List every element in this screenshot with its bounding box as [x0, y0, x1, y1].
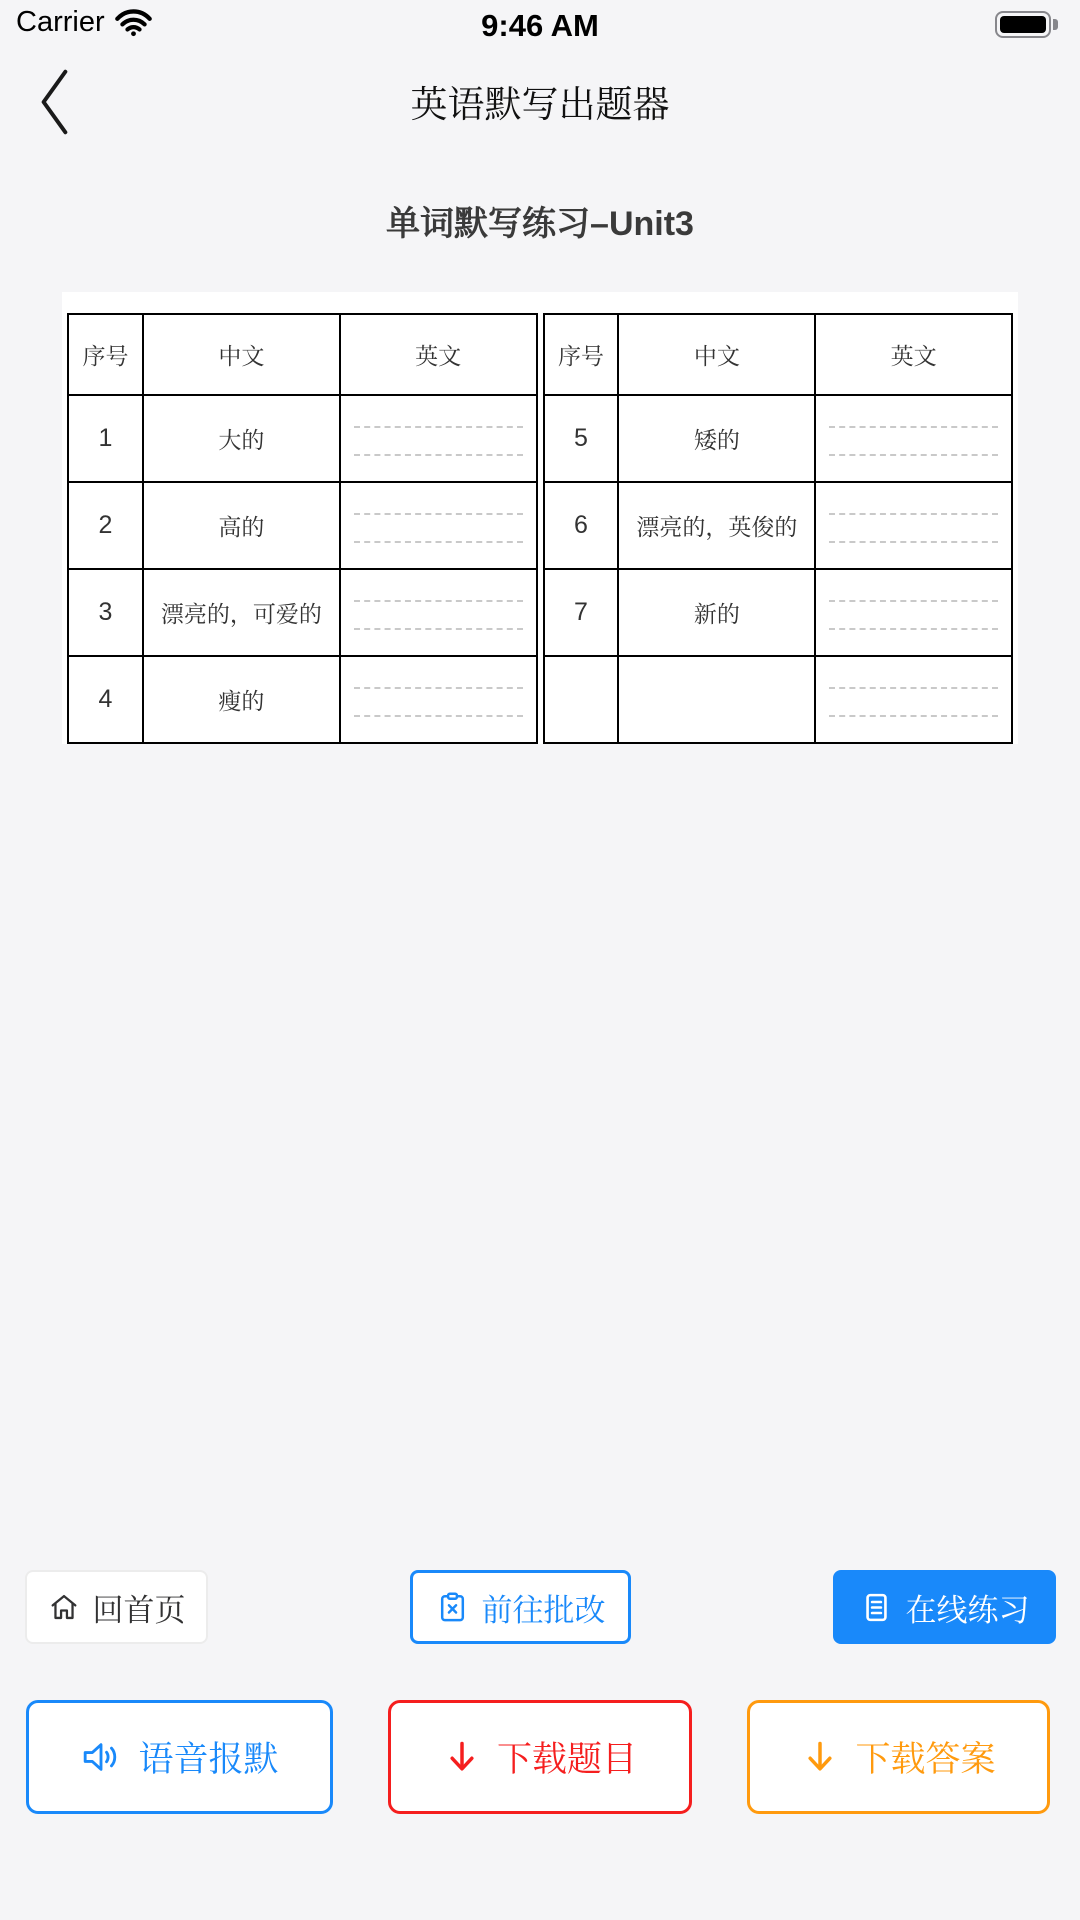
index-cell: [544, 656, 619, 743]
nav-bar: [0, 46, 1080, 156]
speaker-icon: [80, 1738, 122, 1776]
answer-line: [829, 454, 998, 456]
english-answer-cell: [340, 656, 537, 743]
carrier-label: Carrier: [16, 6, 105, 38]
table-row: [544, 395, 1013, 482]
worksheet-card: [62, 292, 1018, 744]
chinese-cell: 新的: [618, 569, 815, 656]
document-lines-icon: [860, 1591, 893, 1624]
home-icon: [48, 1591, 80, 1623]
answer-line: [829, 513, 998, 515]
index-cell: 2: [68, 482, 143, 569]
status-bar: [0, 0, 1080, 46]
index-cell: 7: [544, 569, 619, 656]
answer-line: [829, 600, 998, 602]
answer-line: [829, 687, 998, 689]
voice-dictation-button-label: 语音报默: [138, 1740, 279, 1779]
header-english: 英文: [340, 314, 537, 395]
english-answer-cell: [340, 569, 537, 656]
answer-line: [354, 628, 523, 630]
header-index: 序号: [544, 314, 619, 395]
answer-line: [829, 715, 998, 717]
table-header-row: [544, 314, 1013, 395]
table-row: [68, 569, 537, 656]
header-chinese: 中文: [618, 314, 815, 395]
answer-line: [354, 513, 523, 515]
chinese-cell: 瘦的: [143, 656, 340, 743]
index-cell: 5: [544, 395, 619, 482]
battery-icon: [995, 11, 1058, 38]
table-row: [68, 395, 537, 482]
download-answers-button-label: 下载答案: [855, 1740, 996, 1779]
download-arrow-icon: [443, 1738, 481, 1776]
index-cell: 4: [68, 656, 143, 743]
table-row: [68, 482, 537, 569]
download-answers-button[interactable]: [747, 1700, 1050, 1814]
online-practice-button-label: 在线练习: [905, 1592, 1030, 1628]
answer-line: [354, 541, 523, 543]
answer-line: [829, 541, 998, 543]
go-correct-button[interactable]: [410, 1570, 631, 1644]
download-arrow-icon: [801, 1738, 839, 1776]
action-row-bottom: [26, 1700, 1050, 1814]
download-questions-button-label: 下载题目: [496, 1740, 637, 1779]
download-questions-button[interactable]: [388, 1700, 692, 1814]
go-correct-button-label: 前往批改: [481, 1592, 606, 1628]
page-title: 英语默写出题器: [410, 84, 670, 125]
english-answer-cell: [340, 482, 537, 569]
english-answer-cell: [815, 569, 1012, 656]
answer-line: [354, 715, 523, 717]
table-row: [68, 656, 537, 743]
index-cell: 1: [68, 395, 143, 482]
english-answer-cell: [815, 395, 1012, 482]
english-answer-cell: [815, 656, 1012, 743]
home-button-label: 回首页: [92, 1592, 186, 1628]
worksheet-table-left: [67, 313, 538, 744]
chinese-cell: 矮的: [618, 395, 815, 482]
voice-dictation-button[interactable]: [26, 1700, 333, 1814]
table-header-row: [68, 314, 537, 395]
chinese-cell: 高的: [143, 482, 340, 569]
answer-line: [354, 600, 523, 602]
english-answer-cell: [815, 482, 1012, 569]
header-english: 英文: [815, 314, 1012, 395]
table-row: [544, 569, 1013, 656]
chinese-cell: 漂亮的，可爱的: [143, 569, 340, 656]
worksheet-title: 单词默写练习–Unit3: [386, 205, 694, 243]
clipboard-x-icon: [436, 1591, 469, 1624]
answer-line: [354, 454, 523, 456]
chinese-cell: [618, 656, 815, 743]
chinese-cell: 漂亮的，英俊的: [618, 482, 815, 569]
index-cell: 6: [544, 482, 619, 569]
english-answer-cell: [340, 395, 537, 482]
home-button[interactable]: [25, 1570, 208, 1644]
online-practice-button[interactable]: [833, 1570, 1056, 1644]
answer-line: [354, 426, 523, 428]
answer-line: [354, 687, 523, 689]
header-chinese: 中文: [143, 314, 340, 395]
index-cell: 3: [68, 569, 143, 656]
table-row: [544, 482, 1013, 569]
status-time: 9:46 AM: [481, 8, 599, 43]
worksheet-table-right: [543, 313, 1014, 744]
action-row-top: [25, 1570, 1056, 1644]
chinese-cell: 大的: [143, 395, 340, 482]
answer-line: [829, 426, 998, 428]
header-index: 序号: [68, 314, 143, 395]
table-row: [544, 656, 1013, 743]
answer-line: [829, 628, 998, 630]
